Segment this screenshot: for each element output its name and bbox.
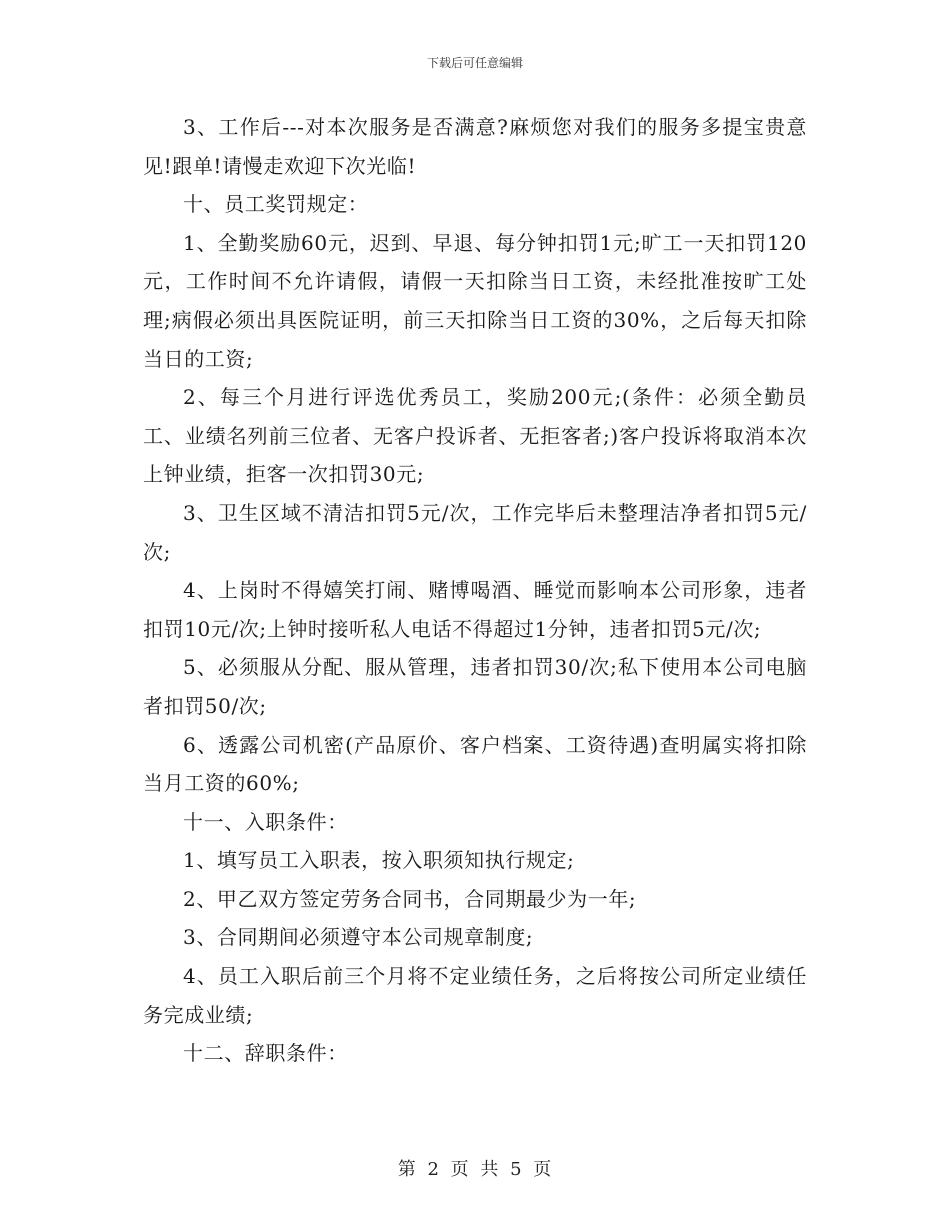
page-number-footer: 第 2 页 共 5 页 (397, 1159, 553, 1180)
paragraph-labor-contract: 2、甲乙双方签定劳务合同书，合同期最少为一年; (183, 886, 637, 911)
paragraph-attendance: 1、全勤奖励60元，迟到、早退、每分钟扣罚1元;旷工一天扣罚120元，工作时间不允许请假，请假一天扣除当日工资，未经批准按旷工处理;病假必须出具医院证明，前三天扣除当日工资的30%，之后每天扣除当日的工资; (143, 230, 807, 371)
paragraph-obedience: 5、必须服从分配、服从管理，违者扣罚30/次;私下使用本公司电脑者扣罚50/次; (143, 655, 807, 718)
page-header: 下载后可任意编辑 (426, 56, 523, 70)
document-body (143, 108, 807, 1073)
section-heading-onboarding: 十一、入职条件： (183, 809, 348, 834)
section-heading-resignation: 十二、辞职条件： (183, 1041, 348, 1066)
paragraph-performance-tasks: 4、员工入职后前三个月将不定业绩任务，之后将按公司所定业绩任务完成业绩; (143, 964, 807, 1027)
paragraph-rules-compliance: 3、合同期间必须遵守本公司规章制度; (183, 925, 534, 950)
paragraph-hygiene: 3、卫生区域不清洁扣罚5元/次，工作完毕后未整理洁净者扣罚5元/次; (143, 500, 807, 564)
paragraph-onboarding-form: 1、填写员工入职表，按入职须知执行规定; (183, 848, 575, 873)
paragraph-outstanding-employee: 2、每三个月进行评选优秀员工，奖励200元;(条件：必须全勤员工、业绩名列前三位者、无客户投诉者、无拒客者;)客户投诉将取消本次上钟业绩，拒客一次扣罚30元; (143, 385, 807, 487)
paragraph-confidentiality: 6、透露公司机密(产品原价、客户档案、工资待遇)查明属实将扣除当月工资的60%; (143, 732, 807, 796)
paragraph-service-after: 3、工作后---对本次服务是否满意?麻烦您对我们的服务多提宝贵意见!跟单!请慢走欢迎下次光临! (143, 115, 807, 178)
section-heading-rewards-penalties: 十、员工奖罚规定： (183, 192, 369, 217)
paragraph-conduct: 4、上岗时不得嬉笑打闹、赌博喝酒、睡觉而影响本公司形象，违者扣罚10元/次;上钟时接听私人电话不得超过1分钟，违者扣罚5元/次; (143, 578, 807, 641)
